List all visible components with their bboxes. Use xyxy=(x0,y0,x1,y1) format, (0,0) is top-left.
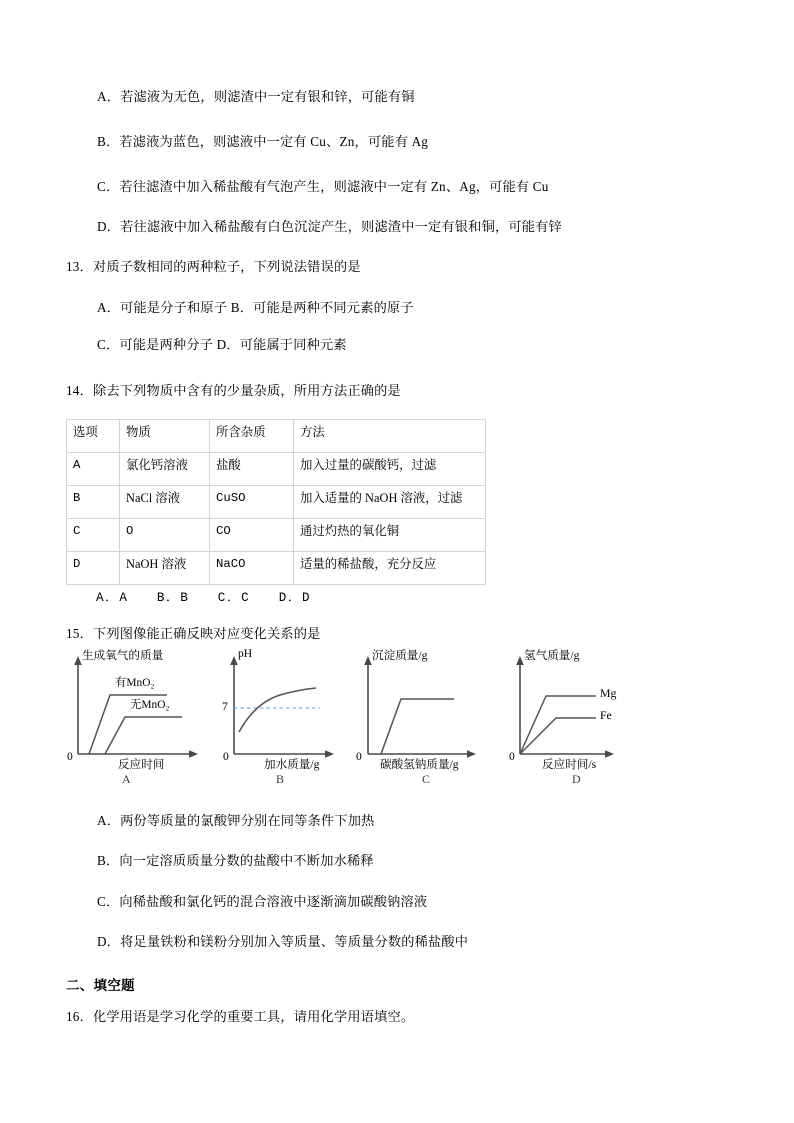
chart-c-letter: C xyxy=(422,772,431,786)
chart-b-xlabel: 加水质量/g xyxy=(264,758,320,771)
chart-d-series-label-fe: Fe xyxy=(600,708,612,722)
table-cell-option: C xyxy=(67,519,120,552)
q15-option-b: B．向一定溶质质量分数的盐酸中不断加水稀释 xyxy=(97,853,374,868)
chart-a xyxy=(62,650,212,785)
q12-option-d: D．若往滤液中加入稀盐酸有白色沉淀产生，则滤渣中一定有银和铜，可能有锌 xyxy=(97,219,562,234)
table-header-impurity: 所含杂质 xyxy=(210,420,294,453)
chart-a-series-label-with-mno2: 有MnO₂ xyxy=(115,677,155,689)
table-cell-substance: 氯化钙溶液 xyxy=(120,453,210,486)
q13-options-row1: A．可能是分子和原子 B．可能是两种不同元素的原子 xyxy=(97,300,414,315)
chart-d-origin-label: 0 xyxy=(509,750,515,763)
table-cell-impurity: CuSO xyxy=(210,486,294,519)
table-cell-substance: O xyxy=(120,519,210,552)
table-cell-option: D xyxy=(67,552,120,585)
table-cell-method: 加入适量的 NaOH 溶液，过滤 xyxy=(294,486,486,519)
q12-option-a: A．若滤液为无色，则滤渣中一定有银和锌，可能有铜 xyxy=(97,89,415,104)
chart-d xyxy=(490,650,660,785)
table-row xyxy=(67,486,486,519)
chart-a-ylabel: 生成氧气的质量 xyxy=(82,649,164,662)
table-header-substance: 物质 xyxy=(120,420,210,453)
table-header-row xyxy=(67,420,486,453)
q15-option-c: C．向稀盐酸和氯化钙的混合溶液中逐渐滴加碳酸钠溶液 xyxy=(97,894,428,909)
table-header-method: 方法 xyxy=(294,420,486,453)
table-cell-method: 通过灼热的氧化铜 xyxy=(294,519,486,552)
chart-d-xlabel: 反应时间/s xyxy=(542,758,597,771)
table-header-option: 选项 xyxy=(67,420,120,453)
chart-d-letter: D xyxy=(572,772,581,786)
chart-b xyxy=(212,647,362,786)
chart-d-series-label-mg: Mg xyxy=(600,686,617,700)
q13-options-row2: C．可能是两种分子 D．可能属于同种元素 xyxy=(97,337,347,352)
table-cell-option: B xyxy=(67,486,120,519)
chart-c-xlabel: 碳酸氢钠质量/g xyxy=(380,758,459,771)
chart-a-origin-label: 0 xyxy=(67,750,73,763)
chart-c-origin-label: 0 xyxy=(356,750,362,763)
q12-option-b: B．若滤液为蓝色，则滤液中一定有 Cu、Zn，可能有 Ag xyxy=(97,134,429,149)
q16-stem: 16．化学用语是学习化学的重要工具，请用化学用语填空。 xyxy=(66,1009,415,1024)
chart-a-letter: A xyxy=(122,772,131,786)
table-cell-substance: NaOH 溶液 xyxy=(120,552,210,585)
table-cell-method: 加入过量的碳酸钙，过滤 xyxy=(294,453,486,486)
table-cell-impurity: CO xyxy=(210,519,294,552)
table-row xyxy=(67,453,486,486)
q14-answer-choices: A．A B．B C．C D．D xyxy=(96,591,312,605)
table-cell-substance: NaCl 溶液 xyxy=(120,486,210,519)
q15-stem: 15．下列图像能正确反映对应变化关系的是 xyxy=(66,626,321,641)
chart-a-xlabel: 反应时间 xyxy=(118,758,165,771)
section-2-heading: 二、填空题 xyxy=(66,978,135,993)
table-row xyxy=(67,519,486,552)
q15-figure-group xyxy=(62,647,682,786)
chart-b-letter: B xyxy=(276,772,285,786)
q13-stem: 13．对质子数相同的两种粒子，下列说法错误的是 xyxy=(66,259,361,274)
chart-d-ylabel: 氢气质量/g xyxy=(524,649,580,662)
chart-b-origin-label: 0 xyxy=(223,750,229,763)
chart-b-ylabel: pH xyxy=(238,647,253,660)
chart-b-reference-label: 7 xyxy=(222,700,228,713)
q15-option-d: D．将足量铁粉和镁粉分别加入等质量、等质量分数的稀盐酸中 xyxy=(97,934,469,949)
table-cell-method: 适量的稀盐酸，充分反应 xyxy=(294,552,486,585)
table-cell-impurity: NaCO xyxy=(210,552,294,585)
q14-stem: 14．除去下列物质中含有的少量杂质，所用方法正确的是 xyxy=(66,383,401,398)
table-row xyxy=(67,552,486,585)
q12-option-c: C．若往滤渣中加入稀盐酸有气泡产生，则滤液中一定有 Zn、Ag，可能有 Cu xyxy=(97,179,549,194)
chart-a-series-label-without-mno2: 无MnO₂ xyxy=(130,699,170,711)
chart-c-ylabel: 沉淀质量/g xyxy=(372,649,428,662)
q14-impurity-table xyxy=(66,419,486,585)
table-cell-option: A xyxy=(67,453,120,486)
table-cell-impurity: 盐酸 xyxy=(210,453,294,486)
q15-option-a: A．两份等质量的氯酸钾分别在同等条件下加热 xyxy=(97,813,375,828)
